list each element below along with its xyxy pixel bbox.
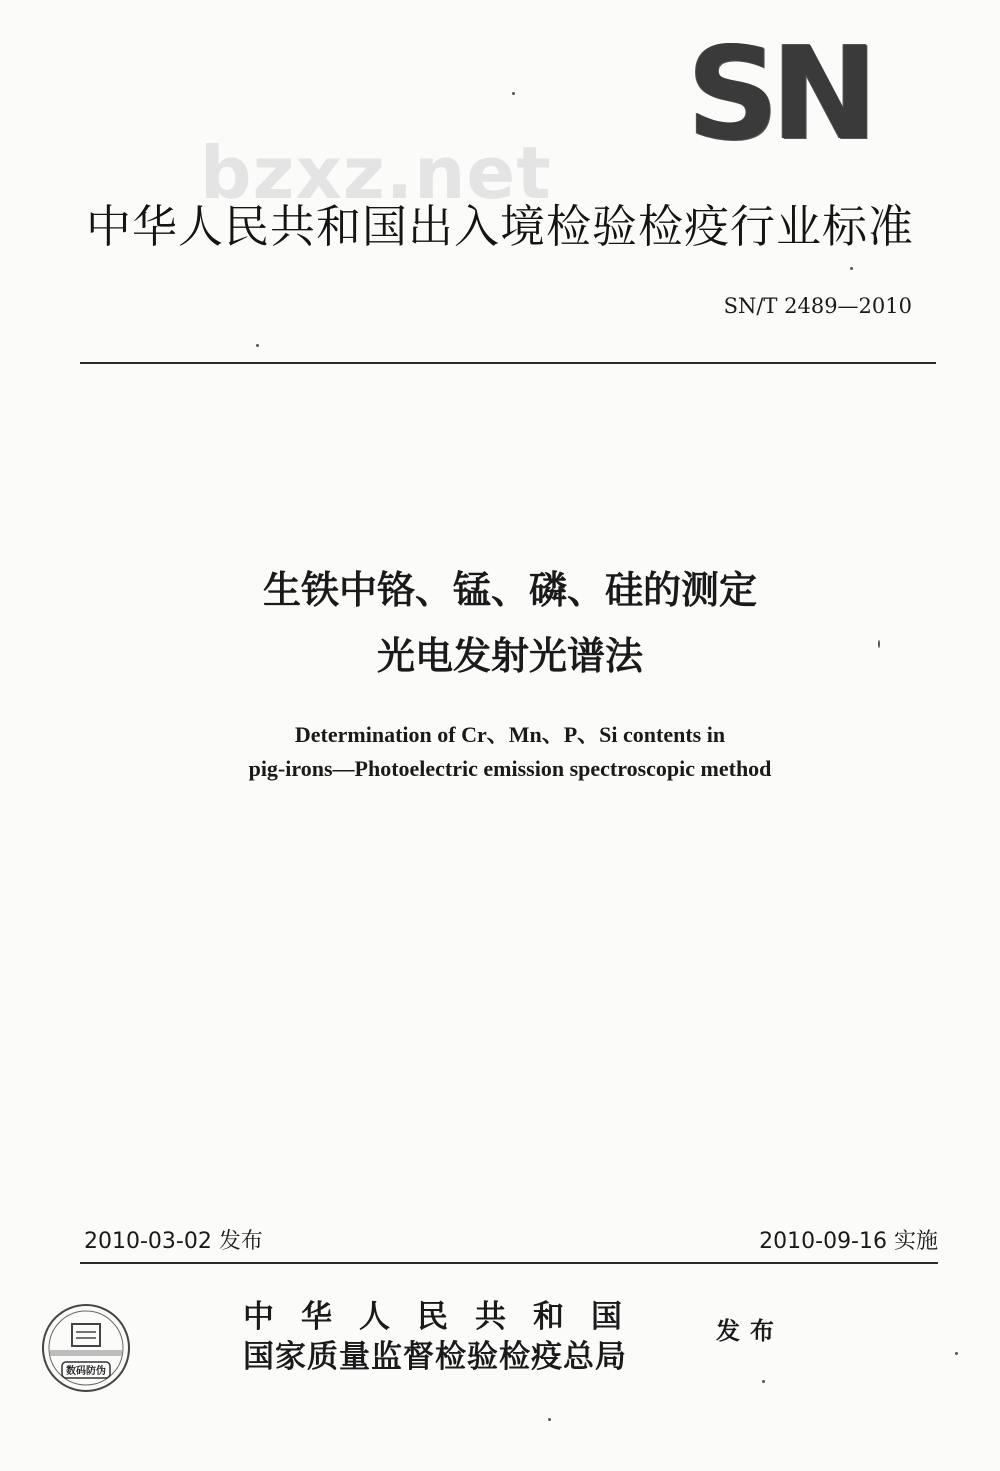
scan-speck [955,1352,958,1355]
sn-logo-text: SN [686,20,871,169]
header-title: 中华人民共和国出入境检验检疫行业标准 [86,200,915,253]
seal-icon [40,1302,132,1394]
issuer-line-1: 中华人民共和国 [243,1299,649,1335]
sn-logo [676,20,881,169]
implementation-date: 2010-09-16 实施 [759,1229,938,1254]
scan-speck [548,1418,551,1421]
scan-speck [878,640,880,648]
watermark: bzxz.net [200,131,552,215]
seal-text: 数码防伪 [66,1366,106,1377]
issuer-line-2: 国家质量监督检验检疫总局 [243,1339,627,1375]
standard-number: SN/T 2489—2010 [723,294,912,318]
scan-speck [256,344,259,347]
english-title-line-1: Determination of Cr、Mn、P、Si contents in [294,722,726,747]
issue-date: 2010-03-02 发布 [84,1229,263,1254]
chinese-title-line-1: 生铁中铬、锰、磷、硅的测定 [262,568,757,612]
scan-speck [512,92,515,95]
anti-counterfeit-seal [40,1302,132,1394]
chinese-title-line-2: 光电发射光谱法 [376,634,643,678]
scan-speck [762,1380,765,1383]
publish-label: 发布 [716,1317,784,1345]
scan-speck [850,267,853,270]
top-divider [80,362,936,364]
english-title-line-2: pig-irons—Photoelectric emission spectroscopic method [248,756,772,781]
bottom-divider [80,1262,938,1264]
